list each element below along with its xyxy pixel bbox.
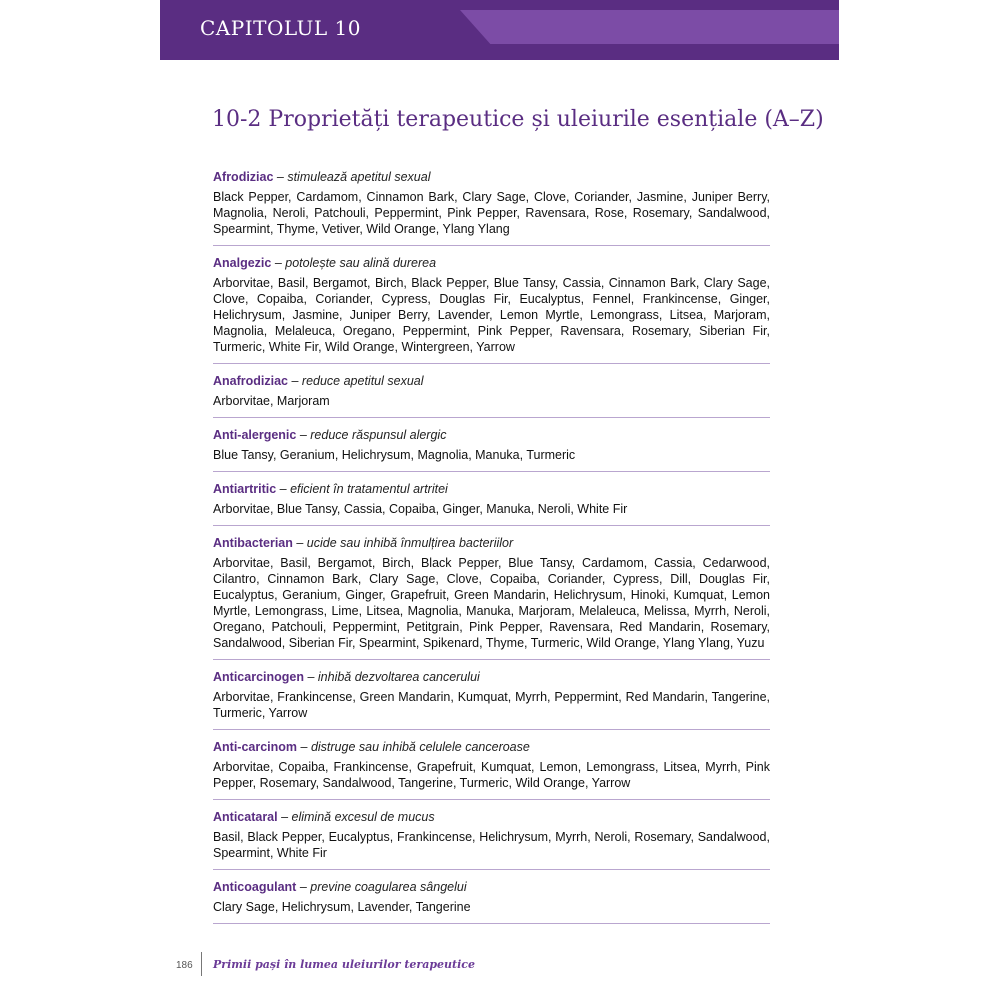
- entry-definition: – stimulează apetitul sexual: [273, 170, 431, 184]
- entry-oils: Black Pepper, Cardamom, Cinnamon Bark, Clary Sage, Clove, Coriander, Jasmine, Juniper Berry, Magnolia, Neroli, Patchouli, Peppermint, Pink Pepper, Ravensara, Rose, Rosemary, Sandalwood, Spearmint, Thyme, Vetiver, Wild Orange, Ylang Ylang: [213, 190, 770, 236]
- entry-heading: [213, 809, 770, 826]
- entry-oils: Arborvitae, Frankincense, Green Mandarin, Kumquat, Myrrh, Peppermint, Red Mandarin, Tangerine, Turmeric, Yarrow: [213, 690, 770, 720]
- entry-definition: – reduce apetitul sexual: [288, 374, 424, 388]
- entry-oils: Arborvitae, Copaiba, Frankincense, Grapefruit, Kumquat, Lemon, Lemongrass, Litsea, Myrrh, Pink Pepper, Rosemary, Sandalwood, Tangerine, Turmeric, Wild Orange, Yarrow: [213, 760, 770, 790]
- entry-oils: Arborvitae, Blue Tansy, Cassia, Copaiba, Ginger, Manuka, Neroli, White Fir: [213, 502, 628, 516]
- entry-definition: – ucide sau inhibă înmulțirea bacteriilor: [292, 536, 514, 550]
- list-item: [213, 669, 770, 730]
- list-item: [213, 879, 770, 924]
- entry-term: Antiartritic: [213, 482, 277, 496]
- page-number: 186: [176, 960, 193, 971]
- list-item: [213, 373, 770, 418]
- book-title: Primii pași în lumea uleiurilor terapeutice: [213, 958, 475, 971]
- entry-heading: [213, 535, 770, 552]
- entry-heading: [213, 739, 770, 756]
- entry-definition: – reduce răspunsul alergic: [296, 428, 447, 442]
- entry-heading: [213, 169, 770, 186]
- chapter-title: CAPITOLUL 10: [200, 16, 361, 40]
- entry-term: Anticarcinogen: [213, 670, 304, 684]
- entry-oils: Clary Sage, Helichrysum, Lavender, Tangerine: [213, 900, 471, 914]
- entry-term: Anticoagulant: [213, 880, 297, 894]
- entry-term: Anticataral: [213, 810, 278, 824]
- entry-oils: Arborvitae, Basil, Bergamot, Birch, Black Pepper, Blue Tansy, Cassia, Cinnamon Bark, Clary Sage, Clove, Copaiba, Coriander, Cypress, Douglas Fir, Eucalyptus, Fennel, Frankincense, Ginger, Helichrysum, Jasmine, Juniper Berry, Lavender, Lemon Myrtle, Lemongrass, Litsea, Marjoram, Magnolia, Melaleuca, Oregano, Peppermint, Pink Pepper, Ravensara, Rosemary, Siberian Fir, Turmeric, White Fir, Wild Orange, Wintergreen, Yarrow: [213, 276, 770, 354]
- chapter-banner: [160, 0, 839, 60]
- entries-list: [213, 169, 770, 933]
- list-item: [213, 169, 770, 246]
- entry-heading: [213, 879, 770, 896]
- entry-heading: [213, 669, 770, 686]
- entry-definition: – elimină excesul de mucus: [277, 810, 435, 824]
- entry-term: Anti-alergenic: [213, 428, 297, 442]
- list-item: [213, 809, 770, 870]
- footer-divider: [201, 952, 202, 976]
- entry-definition: – potolește sau alină durerea: [271, 256, 437, 270]
- list-item: [213, 739, 770, 800]
- entry-term: Afrodiziac: [213, 170, 274, 184]
- banner-accent: [460, 10, 839, 44]
- entry-term: Analgezic: [213, 256, 272, 270]
- entry-oils: Basil, Black Pepper, Eucalyptus, Frankincense, Helichrysum, Myrrh, Neroli, Rosemary, Sandalwood, Spearmint, White Fir: [213, 830, 770, 860]
- section-title: 10-2 Proprietăți terapeutice și uleiurile esențiale (A–Z): [212, 107, 824, 132]
- entry-heading: [213, 255, 770, 272]
- entry-term: Anafrodiziac: [213, 374, 289, 388]
- list-item: [213, 255, 770, 364]
- list-item: [213, 535, 770, 660]
- entry-term: Antibacterian: [213, 536, 293, 550]
- entry-definition: – inhibă dezvoltarea cancerului: [304, 670, 480, 684]
- entry-oils: Blue Tansy, Geranium, Helichrysum, Magnolia, Manuka, Turmeric: [213, 448, 576, 462]
- entry-definition: – previne coagularea sângelui: [296, 880, 467, 894]
- entry-definition: – eficient în tratamentul artritei: [276, 482, 448, 496]
- entry-heading: [213, 481, 770, 498]
- list-item: [213, 481, 770, 526]
- entry-oils: Arborvitae, Marjoram: [213, 394, 330, 408]
- entry-definition: – distruge sau inhibă celulele canceroase: [297, 740, 530, 754]
- entry-heading: [213, 427, 770, 444]
- entry-heading: [213, 373, 770, 390]
- entry-oils: Arborvitae, Basil, Bergamot, Birch, Black Pepper, Blue Tansy, Cardamom, Cassia, Cedarwood, Cilantro, Cinnamon Bark, Clary Sage, Clove, Copaiba, Coriander, Cypress, Dill, Douglas Fir, Eucalyptus, Geranium, Ginger, Grapefruit, Green Mandarin, Helichrysum, Hinoki, Kumquat, Lemon Myrtle, Lemongrass, Lime, Litsea, Magnolia, Manuka, Marjoram, Melaleuca, Melissa, Myrrh, Neroli, Oregano, Patchouli, Peppermint, Petitgrain, Pink Pepper, Ravensara, Red Mandarin, Rosemary, Sandalwood, Siberian Fir, Spearmint, Spikenard, Thyme, Turmeric, Wild Orange, Ylang Ylang, Yuzu: [213, 556, 770, 650]
- entry-term: Anti-carcinom: [213, 740, 298, 754]
- list-item: [213, 427, 770, 472]
